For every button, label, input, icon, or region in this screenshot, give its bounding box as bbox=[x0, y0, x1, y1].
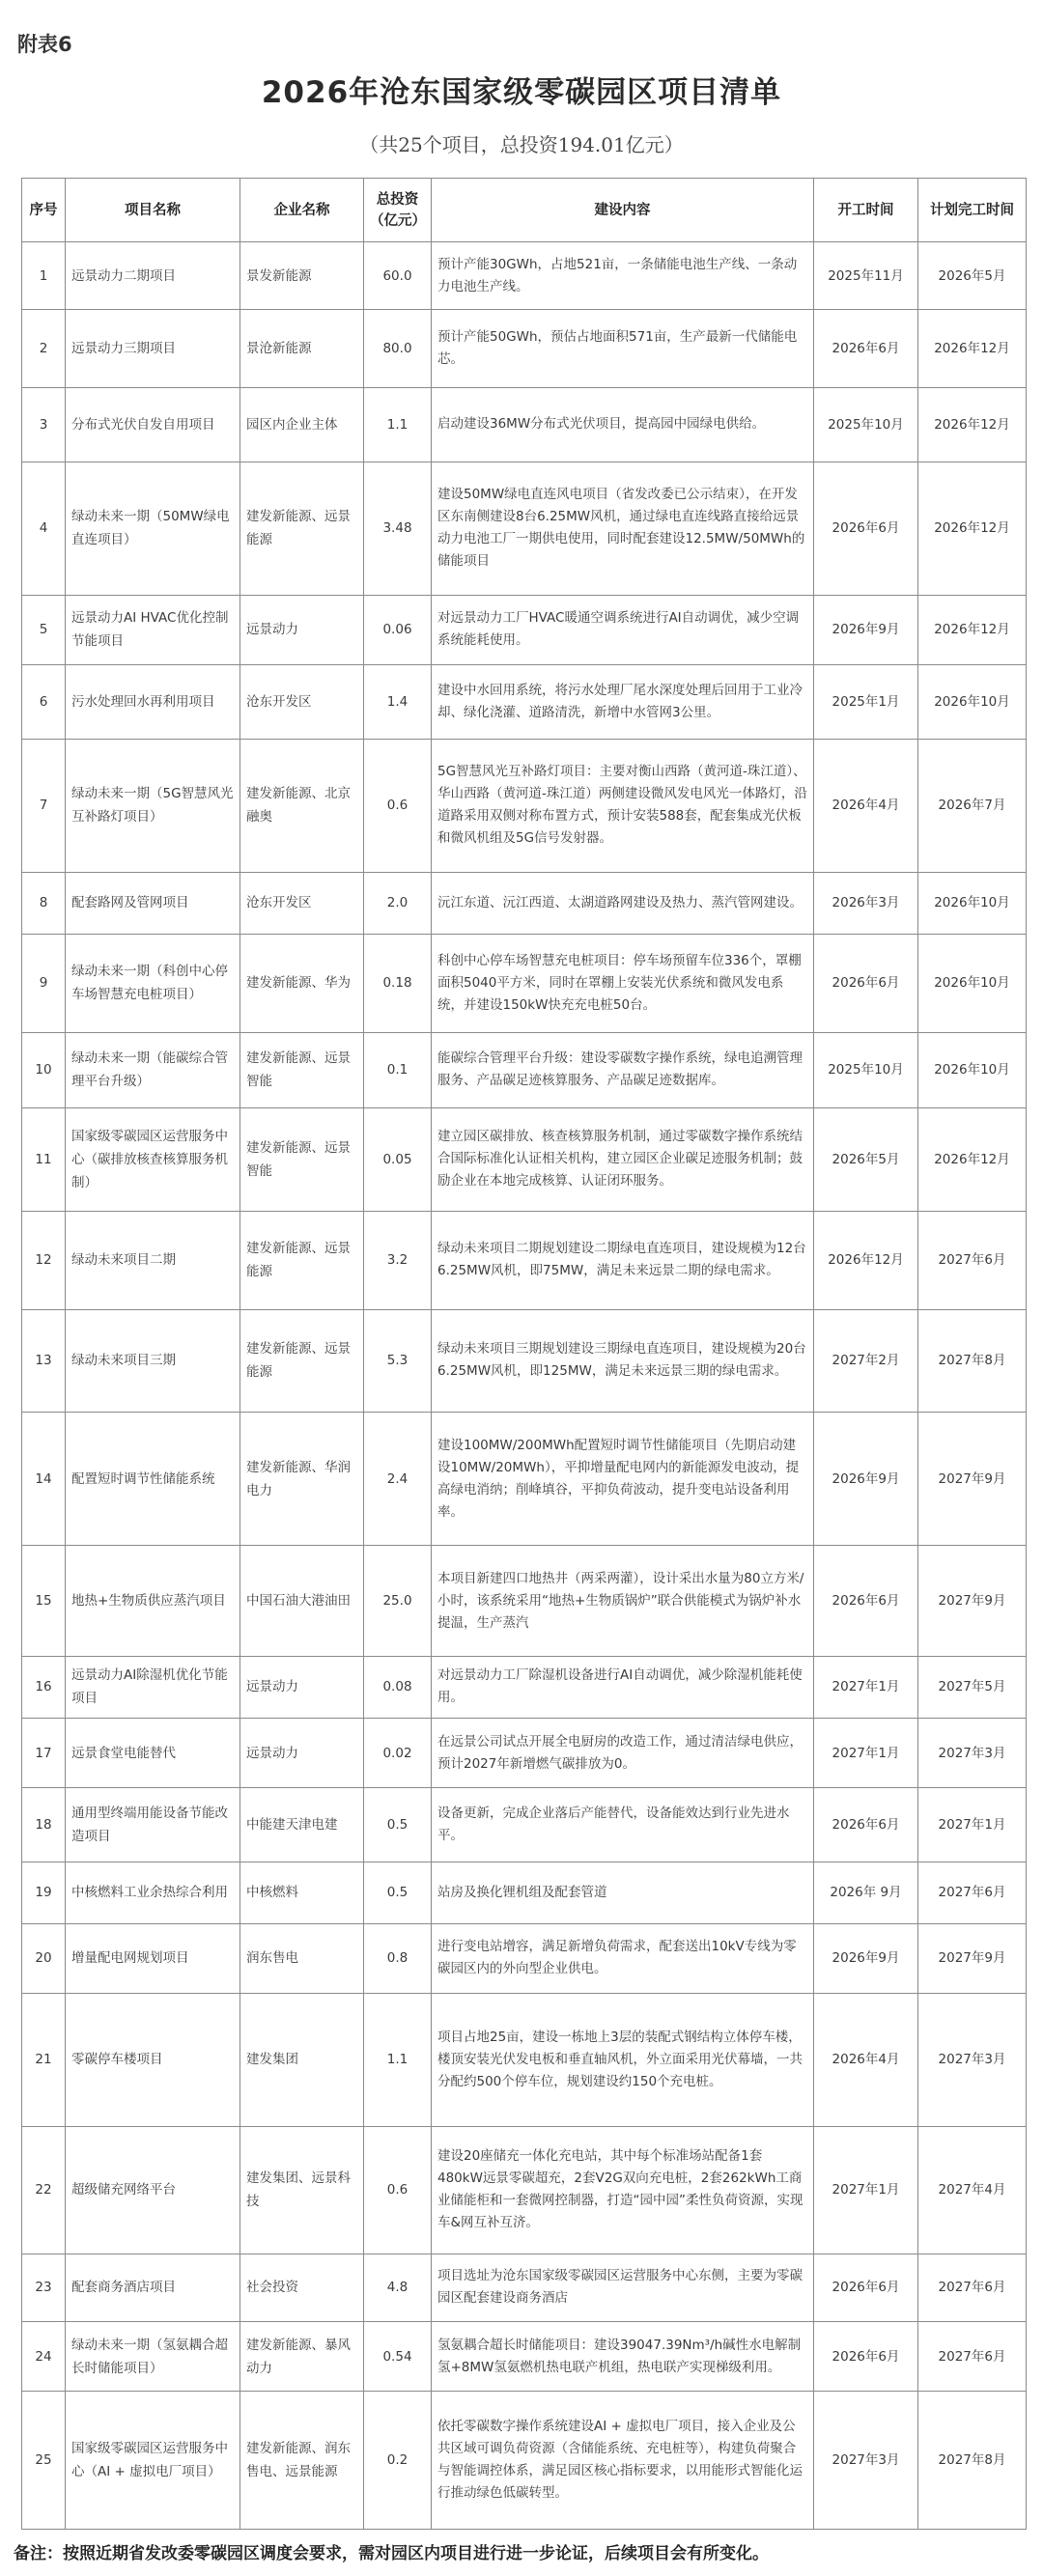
table-row bbox=[22, 1032, 1027, 1108]
cell-end: 2027年6月 bbox=[918, 2322, 1027, 2392]
header-project-name: 项目名称 bbox=[66, 179, 240, 242]
table-row bbox=[22, 1309, 1027, 1412]
cell-end: 2027年5月 bbox=[918, 1657, 1027, 1719]
cell-company: 园区内企业主体 bbox=[240, 387, 364, 462]
cell-no: 23 bbox=[22, 2254, 66, 2321]
cell-project-name: 绿动未来一期（能碳综合管理平台升级） bbox=[66, 1032, 240, 1108]
cell-start: 2026年9月 bbox=[814, 1923, 918, 1993]
cell-start: 2025年10月 bbox=[814, 387, 918, 462]
cell-start: 2026年12月 bbox=[814, 1211, 918, 1309]
cell-start: 2027年2月 bbox=[814, 1309, 918, 1412]
cell-investment: 0.06 bbox=[364, 595, 432, 664]
cell-content: 建立园区碳排放、核查核算服务机制，通过零碳数字操作系统结合国际标准化认证相关机构，建立园区企业碳足迹服务机制；鼓励企业在本地完成核算、认证闭环服务。 bbox=[432, 1108, 814, 1211]
table-row bbox=[22, 1108, 1027, 1211]
cell-no: 21 bbox=[22, 1993, 66, 2126]
cell-content: 项目占地25亩，建设一栋地上3层的装配式钢结构立体停车楼，楼顶安装光伏发电板和垂直轴风机，外立面采用光伏幕墙，一共分配约500个停车位，规划建设约150个充电桩。 bbox=[432, 1993, 814, 2126]
table-row bbox=[22, 1546, 1027, 1657]
cell-end: 2026年10月 bbox=[918, 665, 1027, 740]
attachment-label: 附表6 bbox=[17, 33, 72, 56]
cell-company: 建发新能源、远景智能 bbox=[240, 1032, 364, 1108]
cell-project-name: 远景动力AI HVAC优化控制节能项目 bbox=[66, 595, 240, 664]
cell-project-name: 国家级零碳园区运营服务中心（碳排放核查核算服务机制） bbox=[66, 1108, 240, 1211]
cell-end: 2026年10月 bbox=[918, 1032, 1027, 1108]
cell-no: 17 bbox=[22, 1718, 66, 1787]
cell-investment: 0.5 bbox=[364, 1862, 432, 1923]
cell-no: 15 bbox=[22, 1546, 66, 1657]
cell-end: 2027年8月 bbox=[918, 2392, 1027, 2530]
header-company: 企业名称 bbox=[240, 179, 364, 242]
cell-investment: 0.54 bbox=[364, 2322, 432, 2392]
table-row bbox=[22, 1993, 1027, 2126]
table-row bbox=[22, 1862, 1027, 1923]
cell-end: 2027年9月 bbox=[918, 1923, 1027, 1993]
cell-investment: 1.4 bbox=[364, 665, 432, 740]
cell-project-name: 零碳停车楼项目 bbox=[66, 1993, 240, 2126]
cell-end: 2027年3月 bbox=[918, 1993, 1027, 2126]
cell-end: 2026年7月 bbox=[918, 739, 1027, 872]
cell-no: 22 bbox=[22, 2127, 66, 2254]
cell-investment: 4.8 bbox=[364, 2254, 432, 2321]
cell-content: 能碳综合管理平台升级：建设零碳数字操作系统，绿电追溯管理服务、产品碳足迹核算服务、产品碳足迹数据库。 bbox=[432, 1032, 814, 1108]
cell-no: 18 bbox=[22, 1788, 66, 1862]
header-investment: 总投资（亿元） bbox=[364, 179, 432, 242]
cell-content: 在远景公司试点开展全电厨房的改造工作，通过清洁绿电供应，预计2027年新增燃气碳排放为0。 bbox=[432, 1718, 814, 1787]
document-subtitle: （共25个项目，总投资194.01亿元） bbox=[359, 133, 684, 156]
cell-project-name: 绿动未来一期（科创中心停车场智慧充电桩项目） bbox=[66, 934, 240, 1032]
cell-investment: 3.2 bbox=[364, 1211, 432, 1309]
cell-start: 2026年 9月 bbox=[814, 1862, 918, 1923]
table-row bbox=[22, 1718, 1027, 1787]
cell-start: 2025年1月 bbox=[814, 665, 918, 740]
cell-project-name: 增量配电网规划项目 bbox=[66, 1923, 240, 1993]
cell-company: 建发新能源、暴风动力 bbox=[240, 2322, 364, 2392]
table-header-row bbox=[22, 179, 1027, 242]
table-row bbox=[22, 1413, 1027, 1546]
cell-start: 2026年4月 bbox=[814, 1993, 918, 2126]
cell-no: 24 bbox=[22, 2322, 66, 2392]
cell-start: 2026年6月 bbox=[814, 462, 918, 595]
cell-content: 5G智慧风光互补路灯项目：主要对衡山西路（黄河道-珠江道）、华山西路（黄河道-珠江道）两侧建设微风发电风光一体路灯，沿道路采用双侧对称布置方式，预计安装588套，配套集成光伏板和微风机组及5G信号发射器。 bbox=[432, 739, 814, 872]
cell-end: 2026年12月 bbox=[918, 1108, 1027, 1211]
table-row bbox=[22, 242, 1027, 310]
cell-content: 对远景动力工厂除湿机设备进行AI自动调优，减少除湿机能耗使用。 bbox=[432, 1657, 814, 1719]
cell-project-name: 绿动未来一期（50MW绿电直连项目） bbox=[66, 462, 240, 595]
cell-project-name: 配套路网及管网项目 bbox=[66, 872, 240, 934]
cell-start: 2026年6月 bbox=[814, 1788, 918, 1862]
cell-end: 2027年3月 bbox=[918, 1718, 1027, 1787]
cell-project-name: 分布式光伏自发自用项目 bbox=[66, 387, 240, 462]
cell-start: 2027年3月 bbox=[814, 2392, 918, 2530]
cell-investment: 0.08 bbox=[364, 1657, 432, 1719]
cell-content: 建设20座储充一体化充电站，其中每个标准场站配备1套480kW远景零碳超充，2套V2G双向充电桩，2套262kWh工商业储能柜和一套微网控制器，打造“园中园”柔性负荷资源，实现车&网互补互济。 bbox=[432, 2127, 814, 2254]
cell-project-name: 配置短时调节性储能系统 bbox=[66, 1413, 240, 1546]
cell-investment: 1.1 bbox=[364, 1993, 432, 2126]
cell-end: 2026年12月 bbox=[918, 595, 1027, 664]
cell-no: 8 bbox=[22, 872, 66, 934]
cell-investment: 0.1 bbox=[364, 1032, 432, 1108]
cell-company: 远景动力 bbox=[240, 1718, 364, 1787]
cell-company: 中国石油大港油田 bbox=[240, 1546, 364, 1657]
cell-start: 2026年3月 bbox=[814, 872, 918, 934]
cell-project-name: 地热+生物质供应蒸汽项目 bbox=[66, 1546, 240, 1657]
cell-no: 6 bbox=[22, 665, 66, 740]
cell-investment: 3.48 bbox=[364, 462, 432, 595]
cell-start: 2026年6月 bbox=[814, 1546, 918, 1657]
cell-content: 启动建设36MW分布式光伏项目，提高园中园绿电供给。 bbox=[432, 387, 814, 462]
cell-no: 1 bbox=[22, 242, 66, 310]
header-content: 建设内容 bbox=[432, 179, 814, 242]
cell-end: 2027年6月 bbox=[918, 1211, 1027, 1309]
cell-content: 本项目新建四口地热井（两采两灌），设计采出水量为80立方米/小时，该系统采用“地热+生物质锅炉”联合供能模式为锅炉补水提温，生产蒸汽 bbox=[432, 1546, 814, 1657]
cell-start: 2027年1月 bbox=[814, 1657, 918, 1719]
cell-start: 2025年10月 bbox=[814, 1032, 918, 1108]
cell-investment: 0.18 bbox=[364, 934, 432, 1032]
cell-company: 建发新能源、华润电力 bbox=[240, 1413, 364, 1546]
cell-content: 建设50MW绿电直连风电项目（省发改委已公示结束），在开发区东南侧建设8台6.25MW风机，通过绿电直连线路直接给远景动力电池工厂一期供电使用，同时配套建设12.5MW/50MWh的储能项目 bbox=[432, 462, 814, 595]
cell-end: 2027年1月 bbox=[918, 1788, 1027, 1862]
table-row bbox=[22, 2392, 1027, 2530]
cell-end: 2027年9月 bbox=[918, 1546, 1027, 1657]
cell-end: 2026年10月 bbox=[918, 934, 1027, 1032]
cell-start: 2027年1月 bbox=[814, 2127, 918, 2254]
table-row bbox=[22, 934, 1027, 1032]
cell-company: 社会投资 bbox=[240, 2254, 364, 2321]
table-row bbox=[22, 665, 1027, 740]
cell-investment: 0.5 bbox=[364, 1788, 432, 1862]
cell-end: 2027年6月 bbox=[918, 1862, 1027, 1923]
cell-project-name: 远景食堂电能替代 bbox=[66, 1718, 240, 1787]
cell-project-name: 中核燃料工业余热综合利用 bbox=[66, 1862, 240, 1923]
cell-company: 建发新能源、润东售电、远景能源 bbox=[240, 2392, 364, 2530]
cell-investment: 80.0 bbox=[364, 310, 432, 388]
cell-content: 建设100MW/200MWh配置短时调节性储能项目（先期启动建设10MW/20MWh），平抑增量配电网内的新能源发电波动，提高绿电消纳；削峰填谷，平抑负荷波动，提升变电站设备利用率。 bbox=[432, 1413, 814, 1546]
table-row bbox=[22, 2322, 1027, 2392]
table-row bbox=[22, 1923, 1027, 1993]
cell-start: 2026年9月 bbox=[814, 595, 918, 664]
cell-no: 20 bbox=[22, 1923, 66, 1993]
cell-no: 14 bbox=[22, 1413, 66, 1546]
cell-content: 氢氨耦合超长时储能项目：建设39047.39Nm³/h碱性水电解制氢+8MW氢氨燃机热电联产机组，热电联产实现梯级利用。 bbox=[432, 2322, 814, 2392]
cell-end: 2026年12月 bbox=[918, 310, 1027, 388]
cell-content: 进行变电站增容，满足新增负荷需求，配套送出10kV专线为零碳园区内的外向型企业供电。 bbox=[432, 1923, 814, 1993]
cell-company: 远景动力 bbox=[240, 595, 364, 664]
cell-start: 2026年6月 bbox=[814, 2254, 918, 2321]
table-row bbox=[22, 2127, 1027, 2254]
cell-project-name: 远景动力三期项目 bbox=[66, 310, 240, 388]
header-no: 序号 bbox=[22, 179, 66, 242]
cell-investment: 60.0 bbox=[364, 242, 432, 310]
cell-project-name: 绿动未来项目三期 bbox=[66, 1309, 240, 1412]
table-row bbox=[22, 1788, 1027, 1862]
cell-no: 9 bbox=[22, 934, 66, 1032]
cell-content: 沅江东道、沅江西道、太湖道路网建设及热力、蒸汽管网建设。 bbox=[432, 872, 814, 934]
cell-content: 科创中心停车场智慧充电桩项目：停车场预留车位336个，罩棚面积5040平方米，同时在罩棚上安装光伏系统和微风发电系统，并建设150kW快充充电桩50台。 bbox=[432, 934, 814, 1032]
cell-investment: 0.2 bbox=[364, 2392, 432, 2530]
cell-no: 12 bbox=[22, 1211, 66, 1309]
project-table bbox=[21, 178, 1027, 2530]
cell-company: 建发新能源、远景能源 bbox=[240, 462, 364, 595]
table-row bbox=[22, 872, 1027, 934]
table-row bbox=[22, 739, 1027, 872]
cell-end: 2026年12月 bbox=[918, 387, 1027, 462]
cell-company: 建发新能源、远景能源 bbox=[240, 1309, 364, 1412]
cell-start: 2026年4月 bbox=[814, 739, 918, 872]
cell-start: 2025年11月 bbox=[814, 242, 918, 310]
cell-investment: 25.0 bbox=[364, 1546, 432, 1657]
cell-no: 2 bbox=[22, 310, 66, 388]
cell-project-name: 通用型终端用能设备节能改造项目 bbox=[66, 1788, 240, 1862]
cell-no: 13 bbox=[22, 1309, 66, 1412]
cell-no: 19 bbox=[22, 1862, 66, 1923]
cell-investment: 0.6 bbox=[364, 739, 432, 872]
cell-start: 2026年6月 bbox=[814, 310, 918, 388]
cell-no: 25 bbox=[22, 2392, 66, 2530]
cell-company: 建发集团 bbox=[240, 1993, 364, 2126]
cell-company: 景沧新能源 bbox=[240, 310, 364, 388]
cell-project-name: 绿动未来一期（5G智慧风光互补路灯项目） bbox=[66, 739, 240, 872]
cell-company: 建发新能源、远景智能 bbox=[240, 1108, 364, 1211]
cell-content: 项目选址为沧东国家级零碳园区运营服务中心东侧，主要为零碳园区配套建设商务酒店 bbox=[432, 2254, 814, 2321]
cell-investment: 0.02 bbox=[364, 1718, 432, 1787]
cell-start: 2027年1月 bbox=[814, 1718, 918, 1787]
cell-investment: 0.05 bbox=[364, 1108, 432, 1211]
table-row bbox=[22, 595, 1027, 664]
cell-content: 对远景动力工厂HVAC暖通空调系统进行AI自动调优，减少空调系统能耗使用。 bbox=[432, 595, 814, 664]
cell-content: 绿动未来项目三期规划建设三期绿电直连项目，建设规模为20台6.25MW风机，即125MW，满足未来远景三期的绿电需求。 bbox=[432, 1309, 814, 1412]
header-end: 计划完工时间 bbox=[918, 179, 1027, 242]
cell-company: 沧东开发区 bbox=[240, 872, 364, 934]
table-row bbox=[22, 310, 1027, 388]
cell-company: 建发新能源、华为 bbox=[240, 934, 364, 1032]
cell-content: 依托零碳数字操作系统建设AI + 虚拟电厂项目，接入企业及公共区域可调负荷资源（含储能系统、充电桩等），构建负荷聚合与智能调控体系，满足园区核心指标要求，以用能形式智能化运行推动绿色低碳转型。 bbox=[432, 2392, 814, 2530]
cell-start: 2026年5月 bbox=[814, 1108, 918, 1211]
table-body bbox=[22, 242, 1027, 2530]
cell-project-name: 远景动力AI除湿机优化节能项目 bbox=[66, 1657, 240, 1719]
cell-end: 2027年4月 bbox=[918, 2127, 1027, 2254]
cell-no: 4 bbox=[22, 462, 66, 595]
table-row bbox=[22, 387, 1027, 462]
document-title: 2026年沧东国家级零碳园区项目清单 bbox=[261, 75, 782, 110]
footnote: 备注：按照近期省发改委零碳园区调度会要求，需对园区内项目进行进一步论证，后续项目会有所变化。 bbox=[14, 2544, 769, 2563]
cell-start: 2026年6月 bbox=[814, 2322, 918, 2392]
cell-content: 绿动未来项目二期规划建设二期绿电直连项目，建设规模为12台6.25MW风机，即75MW，满足未来远景二期的绿电需求。 bbox=[432, 1211, 814, 1309]
cell-start: 2026年9月 bbox=[814, 1413, 918, 1546]
cell-end: 2026年12月 bbox=[918, 462, 1027, 595]
cell-content: 预计产能50GWh，预估占地面积571亩，生产最新一代储能电芯。 bbox=[432, 310, 814, 388]
cell-end: 2026年10月 bbox=[918, 872, 1027, 934]
cell-content: 预计产能30GWh，占地521亩，一条储能电池生产线、一条动力电池生产线。 bbox=[432, 242, 814, 310]
cell-company: 沧东开发区 bbox=[240, 665, 364, 740]
cell-company: 润东售电 bbox=[240, 1923, 364, 1993]
cell-company: 中核燃料 bbox=[240, 1862, 364, 1923]
cell-investment: 5.3 bbox=[364, 1309, 432, 1412]
cell-investment: 2.0 bbox=[364, 872, 432, 934]
cell-company: 建发新能源、远景能源 bbox=[240, 1211, 364, 1309]
cell-project-name: 远景动力二期项目 bbox=[66, 242, 240, 310]
table-row bbox=[22, 1211, 1027, 1309]
cell-start: 2026年6月 bbox=[814, 934, 918, 1032]
cell-project-name: 配套商务酒店项目 bbox=[66, 2254, 240, 2321]
cell-no: 11 bbox=[22, 1108, 66, 1211]
cell-investment: 2.4 bbox=[364, 1413, 432, 1546]
cell-project-name: 污水处理回水再利用项目 bbox=[66, 665, 240, 740]
cell-content: 站房及换化锂机组及配套管道 bbox=[432, 1862, 814, 1923]
cell-no: 5 bbox=[22, 595, 66, 664]
cell-no: 7 bbox=[22, 739, 66, 872]
cell-no: 3 bbox=[22, 387, 66, 462]
table-row bbox=[22, 1657, 1027, 1719]
cell-investment: 1.1 bbox=[364, 387, 432, 462]
cell-investment: 0.6 bbox=[364, 2127, 432, 2254]
table-row bbox=[22, 2254, 1027, 2321]
cell-company: 建发集团、远景科技 bbox=[240, 2127, 364, 2254]
cell-investment: 0.8 bbox=[364, 1923, 432, 1993]
cell-company: 中能建天津电建 bbox=[240, 1788, 364, 1862]
cell-content: 建设中水回用系统，将污水处理厂尾水深度处理后回用于工业冷却、绿化浇灌、道路清洗，新增中水管网3公里。 bbox=[432, 665, 814, 740]
cell-no: 10 bbox=[22, 1032, 66, 1108]
cell-project-name: 超级储充网络平台 bbox=[66, 2127, 240, 2254]
cell-company: 建发新能源、北京融奥 bbox=[240, 739, 364, 872]
cell-project-name: 绿动未来项目二期 bbox=[66, 1211, 240, 1309]
header-start: 开工时间 bbox=[814, 179, 918, 242]
cell-end: 2027年9月 bbox=[918, 1413, 1027, 1546]
cell-company: 景发新能源 bbox=[240, 242, 364, 310]
cell-project-name: 绿动未来一期（氢氨耦合超长时储能项目） bbox=[66, 2322, 240, 2392]
cell-no: 16 bbox=[22, 1657, 66, 1719]
cell-end: 2027年8月 bbox=[918, 1309, 1027, 1412]
cell-end: 2026年5月 bbox=[918, 242, 1027, 310]
cell-project-name: 国家级零碳园区运营服务中心（AI + 虚拟电厂项目） bbox=[66, 2392, 240, 2530]
cell-content: 设备更新，完成企业落后产能替代，设备能效达到行业先进水平。 bbox=[432, 1788, 814, 1862]
cell-end: 2027年6月 bbox=[918, 2254, 1027, 2321]
table-row bbox=[22, 462, 1027, 595]
cell-company: 远景动力 bbox=[240, 1657, 364, 1719]
